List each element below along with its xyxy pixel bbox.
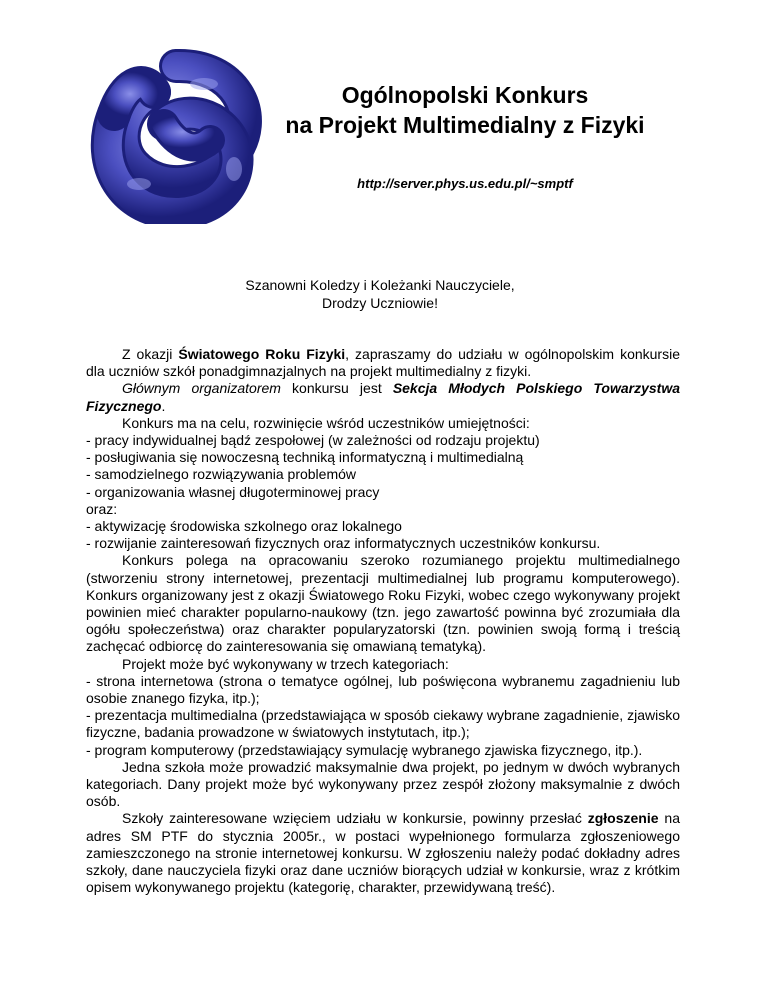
greeting-line-1: Szanowni Koledzy i Koleżanki Nauczyciele, (245, 277, 515, 293)
document-title (240, 80, 690, 140)
website-url[interactable]: http://server.phys.us.edu.pl/~smptf (357, 176, 573, 191)
organizer-name: Sekcja Młodych Polskiego Towarzystwa Fizycznego (86, 380, 680, 414)
category-item: - strona internetowa (strona o tematyce ogólnej, lub poświęcona wybranemu zagadnieniu lub osobie znanego fizyka, itp.); (86, 672, 680, 707)
title-line-2: na Projekt Multimedialny z Fizyki (285, 112, 645, 138)
skill-item: - posługiwania się nowoczesną techniką informatyczną i multimedialną (86, 449, 524, 466)
organizer-paragraph: Głównym organizatorem konkursu jest Sekcja Młodych Polskiego Towarzystwa Fizycznego. (86, 380, 680, 414)
contest-description: Konkurs polega na opracowaniu szeroko rozumianego projektu multimedialnego (stworzeniu strony internetowej, prezentacji multimedialnej lub programu komputerowego). Konkurs organizowany jest z okazji Światowego Roku Fizyki, wobec czego wykonywany projekt powinien mieć charakter popularno-naukowy (tzn. jego zawartość powinna być zrozumiała dla ogółu społeczeństwa) oraz charakter popularyzatorski (tzn. powinien swoją formą i treścią zachęcać odbiorcę do zainteresowania się omawianą tematyką). (86, 552, 680, 655)
document-body (86, 346, 680, 897)
skill-item: - pracy indywidualnej bądź zespołowej (w zależności od rodzaju projektu) (86, 432, 540, 449)
skill-item: - organizowania własnej długoterminowej pracy (86, 483, 380, 500)
greeting-line-2: Drodzy Uczniowie! (322, 295, 438, 311)
goal-item: - aktywizację środowiska szkolnego oraz lokalnego (86, 518, 402, 535)
limits-paragraph: Jedna szkoła może prowadzić maksymalnie dwa projekt, po jednym w dwóch wybranych kategoriach. Dany projekt może być wykonywany przez zespół złożony maksymalnie z dwóch osób. (86, 758, 680, 810)
category-item: - program komputerowy (przedstawiający symulację wybranego zjawiska fizycznego, itp.). (86, 741, 643, 758)
goals-intro: Konkurs ma na celu, rozwinięcie wśród uczestników umiejętności: (122, 414, 530, 431)
skill-item: - samodzielnego rozwiązywania problemów (86, 466, 357, 483)
world-year-of-physics: Światowego Roku Fizyki (178, 346, 346, 362)
oraz-label: oraz: (86, 500, 118, 517)
goal-item: - rozwijanie zainteresowań fizycznych oraz informatycznych uczestników konkursu. (86, 535, 601, 552)
greeting (180, 276, 580, 312)
registration-paragraph: Szkoły zainteresowane wzięciem udziału w konkursie, powinny przesłać zgłoszenie na adres SM PTF do stycznia 2005r., w postaci wypełnionego formularza zgłoszeniowego zamieszczonego na stronie internetowej konkursu. W zgłoszeniu należy podać dokładny adres szkoły, dane nauczyciela fizyki oraz dane uczniów biorących udział w konkursie, wraz z krótkim opisem wykonywanego projektu (kategorię, charakter, przewidywaną treść). (86, 810, 680, 896)
registration-keyword: zgłoszenie (587, 810, 659, 827)
categories-intro: Projekt może być wykonywany w trzech kategoriach: (122, 655, 449, 672)
category-item: - prezentacja multimedialna (przedstawiająca w sposób ciekawy wybrane zagadnienie, zjawisko fizyczne, badania prowadzone w światowych instytutach, itp.); (86, 707, 680, 741)
title-line-1: Ogólnopolski Konkurs (341, 82, 589, 108)
intro-paragraph: Z okazji Światowego Roku Fizyki, zapraszamy do udziału w ogólnopolskim konkursie dla uczniów szkół ponadgimnazjalnych na projekt multimedialny z fizyki. (86, 346, 680, 380)
